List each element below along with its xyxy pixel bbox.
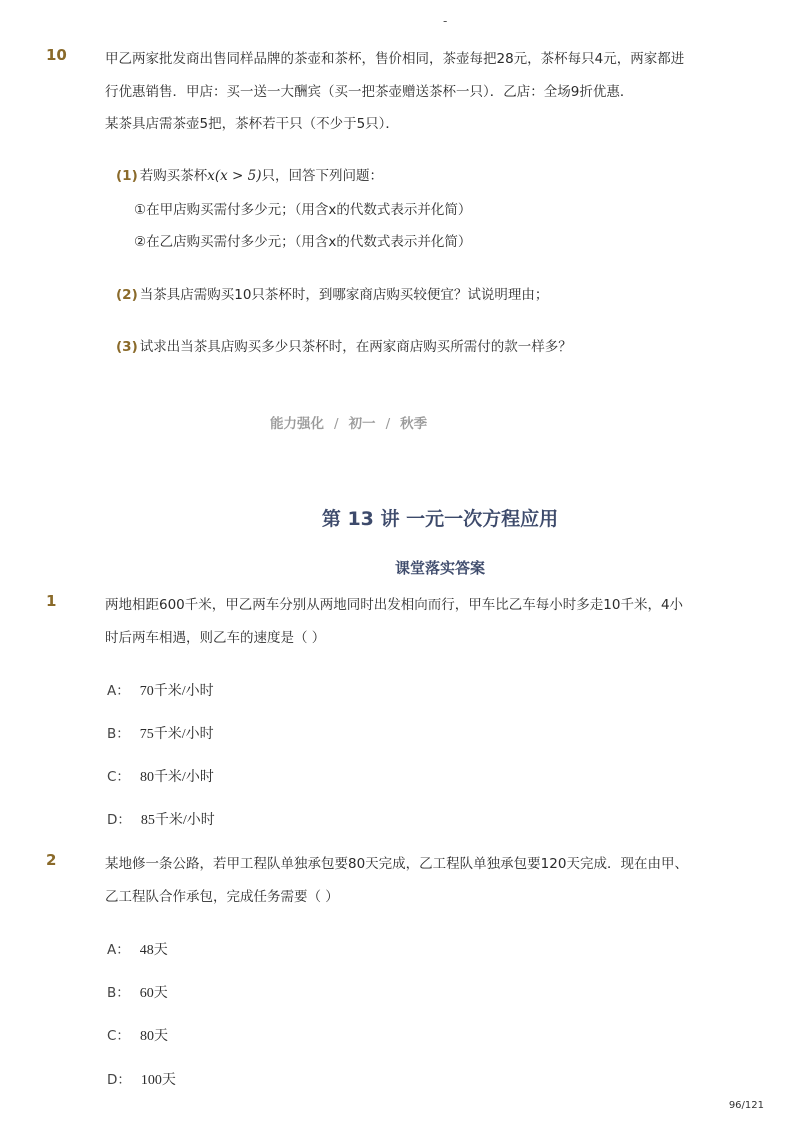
option-value: 60天 bbox=[139, 986, 168, 1001]
option-label: D： bbox=[107, 812, 131, 828]
option-label: A： bbox=[107, 683, 130, 699]
option-a bbox=[107, 938, 168, 959]
option-label: D： bbox=[107, 1072, 131, 1088]
section-title: 课堂落实答案 bbox=[394, 559, 485, 577]
page-indicator: 96/121 bbox=[728, 1100, 764, 1111]
breadcrumb bbox=[270, 412, 427, 432]
option-value: 80天 bbox=[139, 1029, 168, 1044]
option-label: C： bbox=[107, 1028, 130, 1044]
option-value: 100天 bbox=[140, 1073, 176, 1088]
option-label: B： bbox=[107, 726, 130, 742]
question-text-line: 某地修一条公路，若甲工程队单独承包要80天完成，乙工程队单独承包要120天完成．现在由甲、 bbox=[105, 856, 688, 872]
sub-question-1b: ②在乙店购买需付多少元；（用含x的代数式表示并化简） bbox=[134, 234, 472, 250]
math-expression: x(x > 5) bbox=[207, 168, 262, 184]
option-value: 70千米/小时 bbox=[139, 684, 214, 699]
option-value: 85千米/小时 bbox=[140, 813, 215, 828]
sub-question-text: 只，回答下列问题： bbox=[261, 168, 383, 184]
option-label: A： bbox=[107, 942, 130, 958]
question-text-line: 甲乙两家批发商出售同样品牌的茶壶和茶杯，售价相同，茶壶每把28元，茶杯每只4元，两家都进 bbox=[105, 51, 685, 67]
option-value: 48天 bbox=[139, 943, 168, 958]
sub-question-number: (2) bbox=[116, 287, 138, 303]
question-number: 1 bbox=[46, 592, 57, 610]
option-b bbox=[107, 722, 214, 743]
sub-question-number: (1) bbox=[116, 168, 138, 184]
sub-question-2 bbox=[116, 283, 548, 303]
option-label: C： bbox=[107, 769, 130, 785]
option-d bbox=[107, 808, 215, 829]
sub-question-text: 试求出当茶具店购买多少只茶杯时，在两家商店购买所需付的款一样多？ bbox=[139, 339, 572, 355]
sub-question-1 bbox=[116, 164, 383, 184]
question-text-line: 某茶具店需茶壶5把，茶杯若干只（不少于5只）． bbox=[105, 116, 399, 132]
top-mark: - bbox=[443, 14, 448, 28]
sub-question-number: (3) bbox=[116, 339, 138, 355]
question-text-line: 行优惠销售．甲店：买一送一大酬宾（买一把茶壶赠送茶杯一只）．乙店：全场9折优惠． bbox=[105, 84, 634, 100]
sub-question-1a: ①在甲店购买需付多少元；（用含x的代数式表示并化简） bbox=[134, 202, 472, 218]
option-c bbox=[107, 765, 214, 786]
option-label: B： bbox=[107, 985, 130, 1001]
question-text-line: 两地相距600千米，甲乙两车分别从两地同时出发相向而行，甲车比乙车每小时多走10千米，4小 bbox=[105, 597, 684, 613]
option-value: 80千米/小时 bbox=[139, 770, 214, 785]
question-number: 2 bbox=[46, 851, 57, 869]
sub-question-3 bbox=[116, 335, 572, 355]
breadcrumb-item: 秋季 bbox=[400, 416, 428, 432]
breadcrumb-separator: / bbox=[385, 416, 391, 432]
option-b bbox=[107, 981, 168, 1002]
option-a bbox=[107, 679, 214, 700]
option-c bbox=[107, 1024, 168, 1045]
option-value: 75千米/小时 bbox=[139, 727, 214, 742]
sub-question-text: 当茶具店需购买10只茶杯时，到哪家商店购买较便宜？试说明理由； bbox=[139, 287, 549, 303]
lecture-title: 第 13 讲 一元一次方程应用 bbox=[321, 508, 559, 530]
breadcrumb-item: 初一 bbox=[348, 416, 376, 432]
breadcrumb-separator: / bbox=[334, 416, 339, 432]
breadcrumb-item: 能力强化 bbox=[270, 416, 324, 432]
sub-question-text: 若购买茶杯 bbox=[139, 168, 208, 184]
question-text-line: 乙工程队合作承包，完成任务需要（ ） bbox=[105, 889, 339, 905]
question-number: 10 bbox=[46, 46, 67, 64]
option-d bbox=[107, 1068, 176, 1089]
question-text-line: 时后两车相遇，则乙车的速度是（ ） bbox=[105, 630, 326, 646]
